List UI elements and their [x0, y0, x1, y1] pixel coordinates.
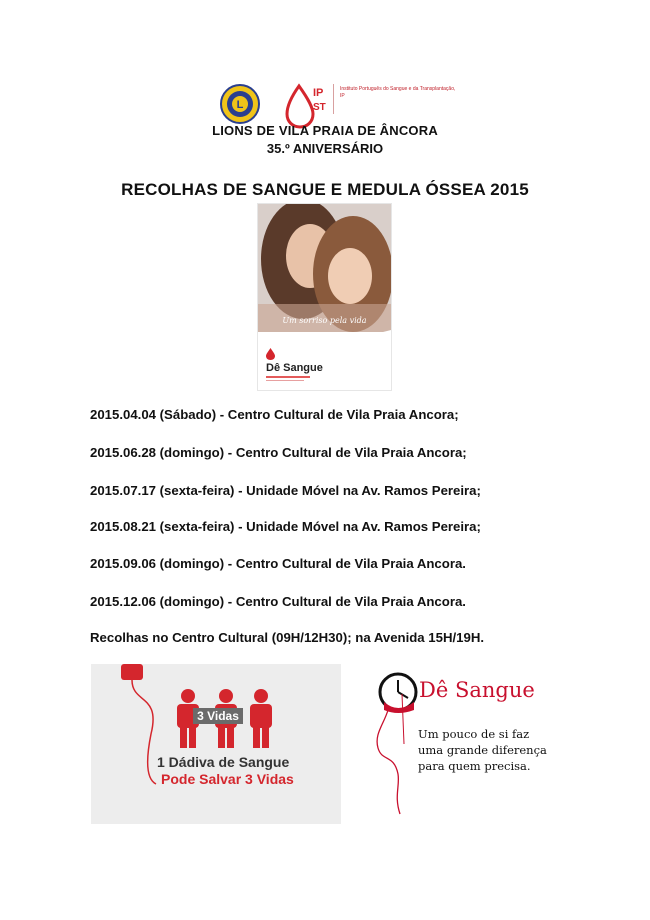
schedule-hours: Recolhas no Centro Cultural (09H/12H30); na Avenida 15H/19H. [90, 630, 485, 645]
three-lives-card [91, 664, 341, 824]
blood-bag-icon [91, 664, 341, 824]
ipst-caption: Instituto Português do Sangue e da Transplantação, IP [340, 86, 456, 99]
schedule-line: 2015.04.04 (Sábado) - Centro Cultural de Vila Praia Ancora; [90, 407, 459, 422]
lions-club-logo [220, 84, 260, 124]
poster-photo [258, 204, 391, 332]
save-lives-line: Pode Salvar 3 Vidas [161, 771, 294, 787]
slogan-line-1: Um pouco de si faz [418, 727, 530, 741]
poster-tagline: Um sorriso pela vida [282, 316, 367, 325]
anniversary-label: 35.º ANIVERSÁRIO [266, 141, 384, 156]
schedule-line: 2015.06.28 (domingo) - Centro Cultural de Vila Praia Ancora; [90, 445, 467, 460]
logo-divider [333, 84, 334, 114]
page-title: RECOLHAS DE SANGUE E MEDULA ÓSSEA 2015 [121, 180, 529, 199]
svg-text:L: L [236, 99, 244, 111]
organization-name: LIONS DE VILA PRAIA DE ÂNCORA [212, 123, 438, 138]
donation-line: 1 Dádiva de Sangue [157, 754, 290, 770]
schedule-line: 2015.08.21 (sexta-feira) - Unidade Móvel na Av. Ramos Pereira; [90, 519, 481, 534]
svg-text:IP: IP [313, 87, 324, 99]
de-sangue-brand: Dê Sangue [419, 678, 535, 702]
poster-wave [258, 330, 391, 354]
schedule-line: 2015.09.06 (domingo) - Centro Cultural de Vila Praia Ancora. [90, 556, 466, 571]
mother-daughter-photo [258, 204, 391, 332]
three-lives-badge: 3 Vidas [193, 708, 243, 724]
poster-brand: Dê Sangue [266, 362, 323, 374]
blood-drop-icon [266, 348, 275, 360]
poster-fine-print [266, 376, 310, 378]
campaign-poster [258, 204, 391, 390]
schedule-line: 2015.07.17 (sexta-feira) - Unidade Móvel na Av. Ramos Pereira; [90, 483, 481, 498]
svg-text:ST: ST [313, 102, 326, 113]
poster-fine-print-2 [266, 380, 304, 381]
slogan-line-2: uma grande diferença [418, 743, 547, 757]
schedule-line: 2015.12.06 (domingo) - Centro Cultural de Vila Praia Ancora. [90, 594, 466, 609]
de-sangue-card [364, 664, 564, 824]
slogan-line-3: para quem precisa. [418, 759, 531, 773]
